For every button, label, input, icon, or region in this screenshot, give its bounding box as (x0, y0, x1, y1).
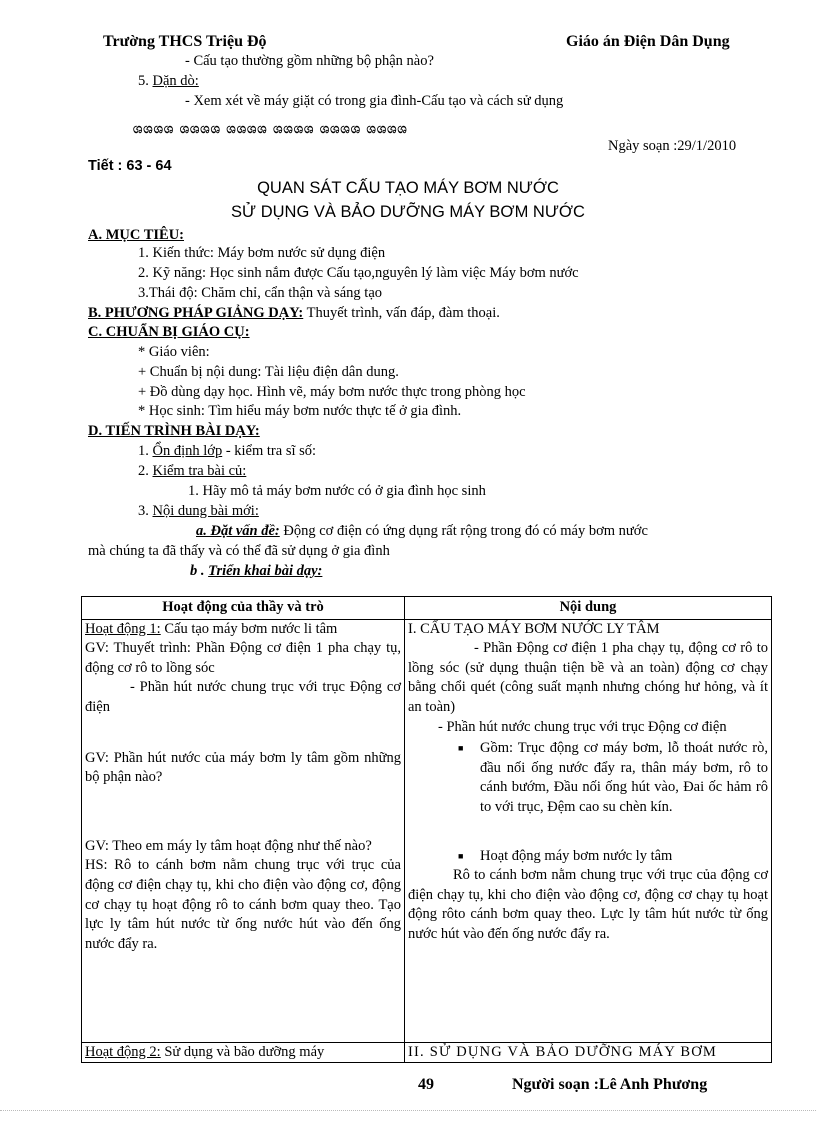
table-row (82, 1042, 772, 1063)
prev-item-5-label: Dặn dò: (152, 73, 199, 89)
section-d-item-1 (138, 442, 316, 462)
prev-line-1: - Cấu tạo thường gồm những bộ phận nào? (185, 53, 434, 69)
content-paragraph-2: - Phần hút nước chung trục với trục Động cơ điện (438, 718, 727, 735)
section-c-heading: C. CHUẨN BỊ GIÁO CỤ: (88, 324, 250, 340)
teacher-question-3: GV: Theo em máy ly tâm hoạt động như thế nào? (85, 837, 372, 854)
section-a-item-3: 3.Thái độ: Chăm chỉ, cẩn thận và sáng tạo (138, 285, 383, 301)
activity-2-text: Sử dụng và bão dưỡng máy (160, 1043, 325, 1060)
section-d-a (196, 522, 648, 542)
date-prepared: Ngày soạn :29/1/2010 (608, 138, 737, 154)
activity-1 (85, 620, 401, 640)
content-heading-2: II. SỬ DỤNG VÀ BẢO DƯỠNG MÁY BƠM (408, 1043, 718, 1060)
prev-item-5-num: 5. (138, 73, 149, 89)
section-d-item-2-num: 2. (138, 463, 149, 479)
content-heading-2-cell (405, 1042, 772, 1063)
activity-1-label: Hoạt động 1: (85, 620, 161, 637)
section-c-item-2: + Chuẩn bị nội dung: Tài liệu điện dân dung. (138, 364, 399, 380)
content-bullet-2: ■ Hoạt động máy bơm nước ly tâm (480, 847, 768, 867)
prev-item-5 (138, 72, 199, 92)
section-d-item-1-label: Ổn định lớp (152, 443, 223, 459)
section-d-item-2-sub: 1. Hãy mô tả máy bơm nước có ở gia đình học sinh (188, 483, 486, 499)
section-b (88, 304, 500, 324)
table-header-activity: Hoạt động của thầy và trò (82, 597, 405, 620)
table-header-row (82, 597, 772, 620)
section-b-heading: B. PHƯƠNG PHÁP GIẢNG DẠY: (88, 305, 304, 321)
section-d-item-3 (138, 502, 259, 522)
header-subject: Giáo án Điện Dân Dụng (566, 33, 730, 50)
header-school: Trường THCS Triệu Độ (103, 33, 267, 50)
section-d-item-3-num: 3. (138, 503, 149, 519)
section-b-text: Thuyết trình, vấn đáp, đàm thoại. (303, 305, 500, 321)
activity-cell (82, 619, 405, 1042)
section-d-a-label: a. Đặt vấn đề: (196, 523, 280, 539)
activity-2-label: Hoạt động 2: (85, 1043, 161, 1060)
prev-line-2: - Xem xét về máy giặt có trong gia đình-Cấu tạo và cách sử dụng (185, 93, 564, 109)
teacher-note-1: GV: Thuyết trình: Phần Động cơ điện 1 pha chạy tụ, động cơ rô to lồng sóc (85, 640, 401, 676)
content-cell (405, 619, 772, 1042)
lesson-table (81, 596, 772, 1063)
content-heading-1: I. CẤU TẠO MÁY BƠM NƯỚC LY TÂM (408, 620, 660, 637)
section-d-item-1-num: 1. (138, 443, 149, 459)
section-c-item-1: * Giáo viên: (138, 344, 210, 360)
section-d-b (190, 562, 322, 582)
content-bullet-1: ■ Gồm: Trục động cơ máy bơm, lỗ thoát nước rò, đầu nối ống nước đẩy ra, thân máy bơm, rô to cánh bướm, Đầu nối ống hút vào, Đai ốc hảm rô to với trục, Đệm cao su chèn kín. (480, 739, 768, 817)
student-answer: HS: Rô to cánh bơm nằm chung trục với trục của động cơ điện chạy tụ, khi cho điện vào động cơ, động cơ chạy tụ hoạt động rô to cánh bơm quay theo. Tạo lực ly tâm hút nước từ ống nước hút vào đến ống nước đẩy ra. (85, 857, 401, 952)
page-number: 49 (418, 1076, 434, 1093)
section-a-heading: A. MỤC TIÊU: (88, 227, 184, 243)
table-row (82, 619, 772, 1042)
section-c-item-3: + Đồ dùng dạy học. Hình vẽ, máy bơm nước thực trong phòng học (138, 384, 526, 400)
page-bottom-divider (0, 1110, 816, 1111)
content-paragraph-3: Rô to cánh bơm nằm chung trục với trục của động cơ điện chạy tụ, khi cho điện vào động cơ, động cơ chạy tụ hoạt động rôto cánh bơm quay theo. Lực ly tâm hút nước từ ống nước hút vào đến ống nước đẩy ra. (408, 867, 768, 942)
section-d-a-text-2: mà chúng ta đã thấy và có thể đã sử dụng ở gia đình (88, 543, 390, 559)
decorative-divider: ශශශශ ශශශශ ශශශශ ශශශශ ශශශශ ශශශශ (133, 122, 408, 137)
section-d-item-2 (138, 462, 246, 482)
section-a-item-2: 2. Kỹ năng: Học sinh nắm được Cấu tạo,nguyên lý làm việc Máy bơm nước (138, 265, 579, 281)
teacher-question-2: GV: Phần hút nước của máy bơm ly tâm gồm những bộ phận nào? (85, 749, 401, 786)
activity-2-cell (82, 1042, 405, 1063)
table-header-content: Nội dung (405, 597, 772, 620)
section-d-b-prefix: b . (190, 563, 209, 579)
section-d-b-label: Triển khai bài dạy: (208, 563, 323, 579)
section-c-item-4: * Học sinh: Tìm hiểu máy bơm nước thực tế ở gia đình. (138, 403, 462, 419)
title-line-2: SỬ DỤNG VÀ BẢO DƯỠNG MÁY BƠM NƯỚC (231, 203, 585, 221)
section-d-item-1-text: - kiểm tra sĩ số: (222, 443, 317, 459)
section-d-item-3-label: Nội dung bài mới: (152, 503, 259, 519)
teacher-note-1b: - Phần hút nước chung trục với trục Động cơ điện (85, 679, 401, 715)
section-a-item-1: 1. Kiến thức: Máy bơm nước sử dụng điện (138, 245, 386, 261)
lesson-number: Tiết : 63 - 64 (88, 158, 172, 174)
section-d-item-2-label: Kiểm tra bài củ: (152, 463, 247, 479)
title-line-1: QUAN SÁT CẤU TẠO MÁY BƠM NƯỚC (257, 179, 559, 197)
section-d-a-text: Động cơ điện có ứng dụng rất rộng trong đó có máy bơm nước (279, 523, 648, 539)
content-paragraph-1: - Phần Động cơ điện 1 pha chạy tụ, động cơ rô to lồng sóc (sử dụng thuận tiện bề và an toàn) động cơ chạy bằng chổi quét (công suất mạnh nhưng chóng hư hỏng, và ít an toàn) (408, 640, 768, 715)
footer-author: Người soạn :Lê Anh Phương (512, 1076, 708, 1093)
section-d-heading: D. TIẾN TRÌNH BÀI DẠY: (88, 423, 260, 439)
activity-1-text: Cấu tạo máy bơm nước li tâm (160, 620, 338, 637)
